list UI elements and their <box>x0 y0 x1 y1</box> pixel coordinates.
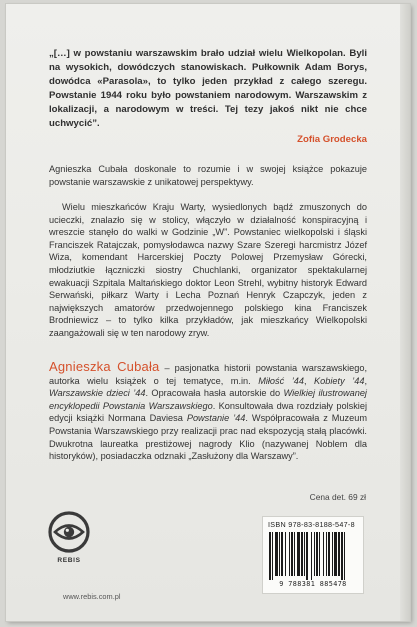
barcode-bar <box>289 532 290 576</box>
barcode-bar <box>294 532 295 576</box>
barcode-bar <box>297 532 300 576</box>
publisher-url: www.rebis.com.pl <box>63 592 121 601</box>
isbn-label: ISBN 978-83-8188-547-8 <box>268 520 355 529</box>
book-title: Miłość ’44 <box>258 375 304 386</box>
quote-text: „[…] w powstaniu warszawskim brało udział wielu Wielkopolan. Byli na wysokich, dowódczych stanowiskach. Pułkownik Adam Borys, dowódca «Parasola», to tylko jeden przykład z całego szeregu. Powstanie 1944 roku było powstaniem narodowym. Warszawskim z lokalizacji, a narodowym w treści. Tej tezy jakoś nikt nie chce uchwycić”. <box>49 48 367 129</box>
book-title: Powstanie ’44 <box>186 413 246 424</box>
barcode-bar <box>319 532 320 576</box>
price-label: Cena det. 69 zł <box>309 492 366 502</box>
barcode-bar <box>281 532 283 576</box>
barcode-bar <box>275 532 278 576</box>
barcode-bar <box>304 532 305 576</box>
barcode-bar <box>285 532 286 576</box>
bio-text: . Współpracowała z Muzeum Powstania Warszawskiego przy realizacji prac nad ekspozycją stałą placówki. Dwukrotna laureatka prestiżowej nagrody Klio (nazywanej Noblem dla historyków), posiadaczka odznaki „Zasłużony dla Warszawy”. <box>49 413 368 462</box>
cover-edge <box>400 4 410 621</box>
barcode-bar <box>316 532 318 576</box>
barcode-icon <box>269 532 357 580</box>
paragraph-main: Wielu mieszkańców Kraju Warty, wysiedlonych bądź zmuszonych do ucieczki, znalazło się w stolicy, włączyło w działalność konspiracyjną i wreszcie stanęło do walki w Godzinie „W”. Powstaniec wielkopolski i śląski Franciszek Ratajczak, pomysłodawca nazwy Szare Szeregi harcmistrz Józef Wiza, komendant Harcerskiej Poczty Polowej Przemysław Górecki, młodziutkie łączniczki siostry Chuchlanki, organizator spektakularnej ewakuacji Szpitala Maltańskiego doktor Leon Strehl, wybitny historyk Edward Serwański, piłkarz Warty i Lecha Poznań Henryk Czapczyk, jeden z największych amatorów przedwojennego polskiego kina Franciszek Brodniewicz – to tylko kilka przykładów, jak mieszkańcy Wielkopolski zaangażowali się w ten narodowy zryw. <box>49 202 367 338</box>
barcode-bar <box>314 532 315 576</box>
barcode-bar <box>326 532 327 576</box>
barcode-bar <box>332 532 333 576</box>
author-bio <box>49 361 367 463</box>
paragraph-intro: Agnieszka Cubała doskonale to rozumie i w swojej książce pokazuje powstanie warszawskie z unikatowej perspektywy. <box>49 164 367 187</box>
book-title: Wielkiej ilustrowanej encyklopedii Powstania Warszawskiego <box>49 388 367 411</box>
author-name: Agnieszka Cubała <box>49 359 160 374</box>
barcode-bar <box>279 532 280 576</box>
publisher-name: REBIS <box>57 557 81 564</box>
barcode-bar <box>334 532 337 576</box>
barcode-bar <box>272 532 273 580</box>
barcode-box <box>262 516 364 594</box>
barcode-bar <box>323 532 324 576</box>
barcode-bar <box>338 532 340 576</box>
barcode-bar <box>311 532 312 580</box>
bio-text: . Konsultowała dwa rozdziały polskiej edycji książki Normana Daviesa <box>49 400 367 424</box>
book-title: Warszawskie dzieci ’44 <box>49 388 146 399</box>
bio-text: , <box>303 375 315 386</box>
barcode-bar <box>328 532 330 576</box>
bio-text: – pasjonatka historii powstania warszawskiego, autorka wielu książek o tej tematyce, m.in. <box>49 363 367 386</box>
bio-text: . Opracowała hasła autorskie do <box>145 388 284 399</box>
quote-author: Zofia Grodecka <box>297 134 367 145</box>
barcode-bar <box>301 532 303 576</box>
barcode-bar <box>291 532 293 576</box>
barcode-bar <box>306 532 308 580</box>
book-title: Kobiety ’44 <box>314 375 365 386</box>
barcode-bar <box>269 532 271 580</box>
rebis-eye-logo-icon <box>47 510 91 554</box>
barcode-digits: 9 788381 885478 <box>279 580 347 588</box>
barcode-bar <box>341 532 343 580</box>
bio-text: , <box>364 375 367 386</box>
barcode-bar <box>344 532 345 580</box>
